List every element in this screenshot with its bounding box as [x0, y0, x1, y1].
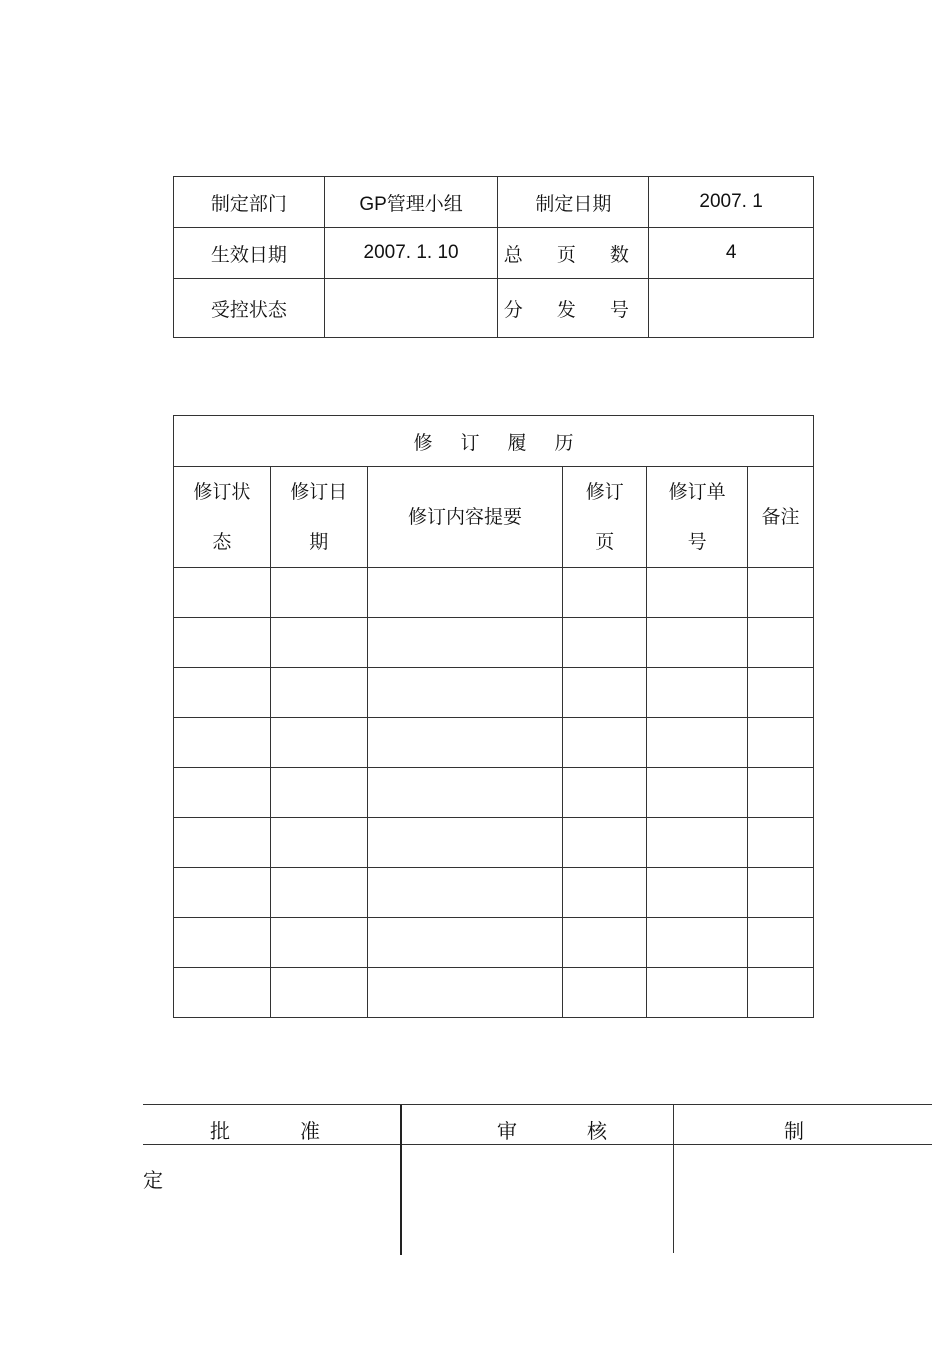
revision-history-table	[173, 415, 814, 1018]
table-row	[174, 618, 814, 668]
header-revision-summary: 修订内容提要	[367, 467, 563, 568]
cell-page	[563, 918, 647, 968]
value-effective-date: 2007. 1. 10	[324, 228, 498, 279]
signature-divider-1	[400, 1105, 402, 1255]
value-control-status	[324, 279, 498, 338]
cell-remark	[748, 718, 814, 768]
value-create-date: 2007. 1	[649, 177, 814, 228]
label-effective-date: 生效日期	[174, 228, 325, 279]
cell-page	[563, 768, 647, 818]
signature-review-label	[497, 1115, 607, 1144]
cell-page	[563, 668, 647, 718]
cell-page	[563, 568, 647, 618]
header-revision-page	[563, 467, 647, 568]
cell-order	[647, 568, 748, 618]
cell-summary	[367, 768, 563, 818]
signature-review-char1: 审	[497, 1119, 517, 1143]
signature-approve-char1: 批	[210, 1119, 230, 1143]
cell-summary	[367, 668, 563, 718]
cell-status	[174, 968, 271, 1018]
cell-status	[174, 818, 271, 868]
cell-remark	[748, 868, 814, 918]
signature-divider-2	[673, 1105, 674, 1253]
signature-review-char2: 核	[587, 1119, 607, 1143]
cell-date	[270, 918, 367, 968]
cell-remark	[748, 618, 814, 668]
cell-date	[270, 568, 367, 618]
cell-date	[270, 968, 367, 1018]
cell-remark	[748, 968, 814, 1018]
header-revision-order	[647, 467, 748, 568]
signature-top-rule	[143, 1104, 932, 1105]
cell-summary	[367, 568, 563, 618]
cell-remark	[748, 918, 814, 968]
signature-make-label: 制	[784, 1119, 804, 1143]
label-distribution-number: 分 发 号	[498, 279, 649, 338]
header-revision-status	[174, 467, 271, 568]
cell-summary	[367, 918, 563, 968]
value-department: GP管理小组	[324, 177, 498, 228]
signature-approve-label	[210, 1115, 320, 1144]
cell-date	[270, 768, 367, 818]
cell-summary	[367, 968, 563, 1018]
label-control-status: 受控状态	[174, 279, 325, 338]
cell-order	[647, 968, 748, 1018]
cell-date	[270, 618, 367, 668]
cell-page	[563, 718, 647, 768]
cell-summary	[367, 618, 563, 668]
cell-order	[647, 868, 748, 918]
document-info-table	[173, 176, 814, 338]
label-total-pages: 总 页 数	[498, 228, 649, 279]
header-remark: 备注	[748, 467, 814, 568]
cell-status	[174, 618, 271, 668]
cell-status	[174, 568, 271, 618]
table-row	[174, 968, 814, 1018]
table-row	[174, 918, 814, 968]
cell-remark	[748, 768, 814, 818]
header-revision-date	[270, 467, 367, 568]
cell-summary	[367, 818, 563, 868]
cell-page	[563, 868, 647, 918]
cell-summary	[367, 868, 563, 918]
cell-date	[270, 818, 367, 868]
table-row	[174, 568, 814, 618]
header-revision-date-line2: 期	[309, 531, 329, 553]
table-row	[174, 868, 814, 918]
signature-middle-rule	[143, 1144, 932, 1145]
cell-status	[174, 718, 271, 768]
cell-remark	[748, 668, 814, 718]
cell-date	[270, 718, 367, 768]
value-distribution-number	[649, 279, 814, 338]
cell-order	[647, 818, 748, 868]
header-revision-order-line2: 号	[687, 531, 707, 553]
label-department: 制定部门	[174, 177, 325, 228]
cell-summary	[367, 718, 563, 768]
table-row	[174, 768, 814, 818]
cell-page	[563, 818, 647, 868]
header-revision-date-line1: 修订日	[290, 481, 348, 503]
cell-order	[647, 768, 748, 818]
cell-page	[563, 618, 647, 668]
cell-status	[174, 918, 271, 968]
cell-order	[647, 668, 748, 718]
cell-page	[563, 968, 647, 1018]
cell-remark	[748, 818, 814, 868]
table-row	[174, 718, 814, 768]
header-revision-status-line2: 态	[212, 531, 232, 553]
table-row	[174, 668, 814, 718]
cell-status	[174, 768, 271, 818]
cell-date	[270, 668, 367, 718]
header-revision-status-line1: 修订状	[193, 481, 251, 503]
cell-date	[270, 868, 367, 918]
signature-approve-char2: 准	[300, 1119, 320, 1143]
table-row	[174, 818, 814, 868]
cell-order	[647, 918, 748, 968]
label-create-date: 制定日期	[498, 177, 649, 228]
header-revision-order-line1: 修订单	[668, 481, 726, 503]
cell-status	[174, 868, 271, 918]
cell-status	[174, 668, 271, 718]
cell-remark	[748, 568, 814, 618]
signature-make-label-continued: 定	[143, 1168, 163, 1192]
cell-order	[647, 718, 748, 768]
header-revision-page-line1: 修订	[585, 481, 624, 503]
cell-order	[647, 618, 748, 668]
value-total-pages: 4	[649, 228, 814, 279]
header-revision-page-line2: 页	[595, 531, 615, 553]
revision-history-title: 修订履历	[174, 416, 814, 467]
